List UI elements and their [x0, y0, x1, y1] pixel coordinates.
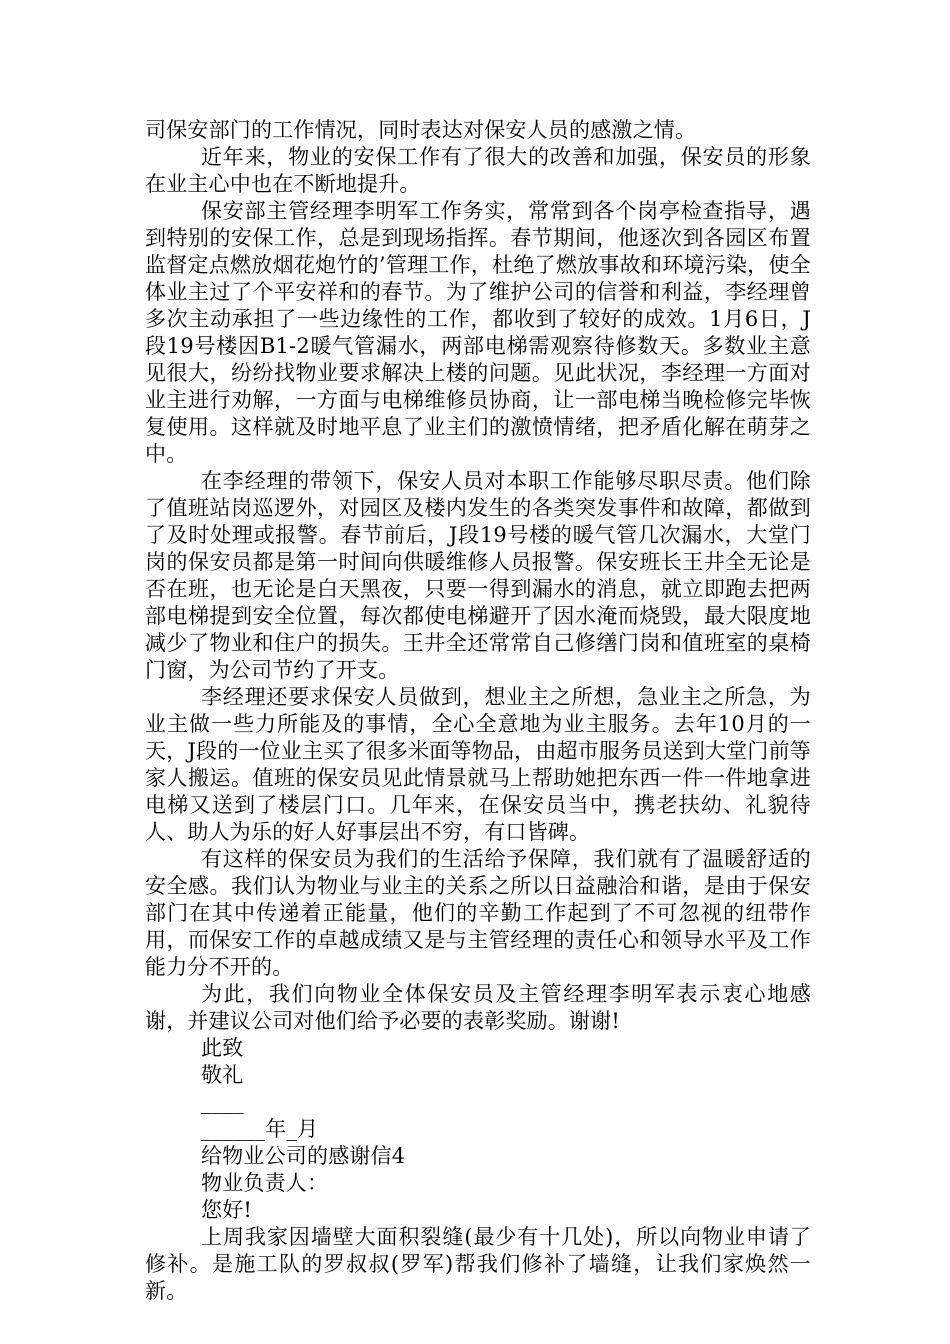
- paragraph-1: 司保安部门的工作情况，同时表达对保安人员的感激之情。: [145, 118, 697, 142]
- document-page: [145, 117, 811, 1305]
- date-line: ______年_月: [201, 1117, 319, 1141]
- paragraph-2: 近年来，物业的安保工作有了很大的改善和加强，保安员的形象在业主心中也在不断地提升。: [145, 145, 811, 196]
- paragraph-6: 有这样的保安员为我们的生活给予保障，我们就有了温暖舒适的安全感。我们认为物业与业主的关系之所以日益融洽和谐，是由于保安部门在其中传递着正能量，他们的辛勤工作起到了不可忽视的纽带作用，而保安工作的卓越成绩又是与主管经理的责任心和领导水平及工作能力分不开的。: [145, 847, 811, 979]
- signature-blank-line: ____: [201, 1090, 244, 1114]
- paragraph-4: 在李经理的带领下，保安人员对本职工作能够尽职尽责。他们除了值班站岗巡逻外，对园区及楼内发生的各类突发事件和故障，都做到了及时处理或报警。春节前后，J段19号楼的暖气管几次漏水，大堂门岗的保安员都是第一时间向供暖维修人员报警。保安班长王井全无论是否在班，也无论是白天黑夜，只要一得到漏水的消息，就立即跑去把两部电梯提到安全位置，每次都使电梯避开了因水淹而烧毁，最大限度地减少了物业和住户的损失。王井全还常常自己修缮门岗和值班室的桌椅门窗，为公司节约了开支。: [145, 469, 811, 682]
- paragraph-3: 保安部主管经理李明军工作务实，常常到各个岗亭检查指导，遇到特别的安保工作，总是到现场指挥。春节期间，他逐次到各园区布置监督定点燃放烟花炮竹的’管理工作，杜绝了燃放事故和环境污染，使全体业主过了个平安祥和的春节。为了维护公司的信誉和利益，李经理曾多次主动承担了一些边缘性的工作，都收到了较好的成效。1月6日，J段19号楼因B1-2暖气管漏水，两部电梯需观察待修数天。多数业主意见很大，纷纷找物业要求解决上楼的问题。见此状况，李经理一方面对业主进行劝解，一方面与电梯维修员协商，让一部电梯当晚检修完毕恢复使用。这样就及时地平息了业主们的激愤情绪，把矛盾化解在萌芽之中。: [145, 199, 811, 466]
- next-letter-title: 给物业公司的感谢信4: [201, 1144, 406, 1168]
- closing-regards: 敬礼: [201, 1063, 244, 1087]
- greeting: 您好!: [201, 1198, 253, 1222]
- closing-salutation: 此致: [201, 1036, 244, 1060]
- recipient-salutation: 物业负责人：: [201, 1171, 329, 1195]
- final-paragraph: 上周我家因墙壁大面积裂缝(最少有十几处)，所以向物业申请了修补。是施工队的罗叔叔(罗军)帮我们修补了墙缝，让我们家焕然一新。: [145, 1225, 811, 1303]
- paragraph-5: 李经理还要求保安人员做到，想业主之所想，急业主之所急，为业主做一些力所能及的事情，全心全意地为业主服务。去年10月的一天，J段的一位业主买了很多米面等物品，由超市服务员送到大堂门前等家人搬运。值班的保安员见此情景就马上帮助她把东西一件一件地拿进电梯又送到了楼层门口。几年来，在保安员当中，携老扶幼、礼貌待人、助人为乐的好人好事层出不穷，有口皆碑。: [145, 685, 811, 844]
- paragraph-7: 为此，我们向物业全体保安员及主管经理李明军表示衷心地感谢，并建议公司对他们给予必要的表彰奖励。谢谢!: [145, 982, 811, 1033]
